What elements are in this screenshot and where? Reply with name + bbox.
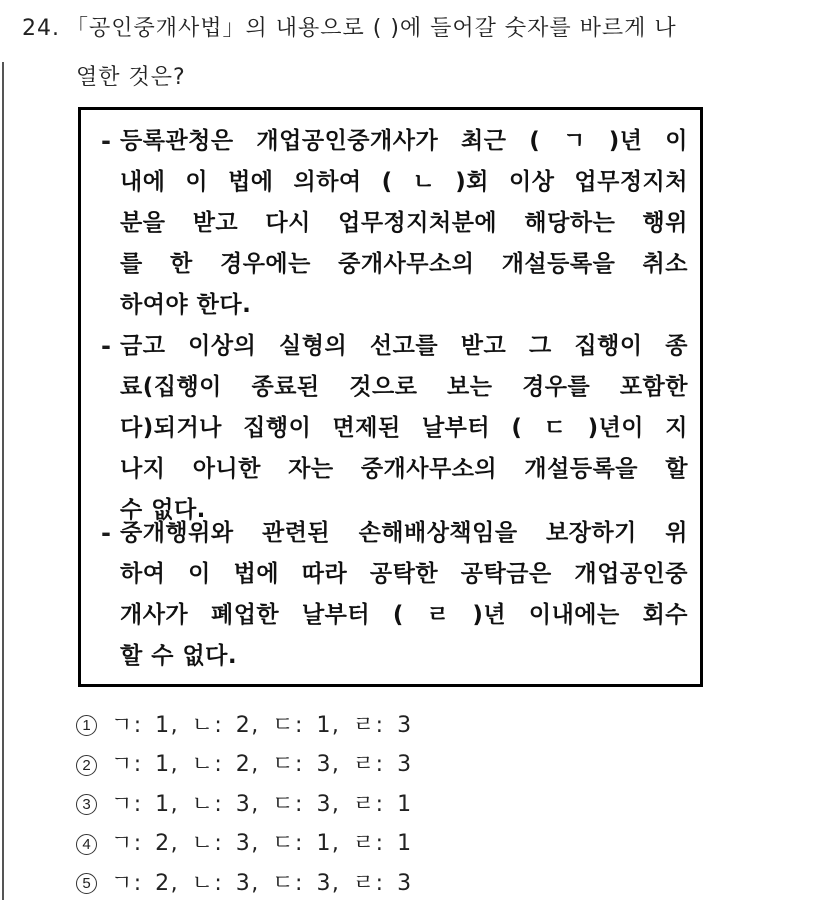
passage-line: 내에 이 법에 의하여 ( ㄴ )회 이상 업무정지처 xyxy=(120,169,688,195)
bullet-dash: - xyxy=(101,519,111,547)
answer-choice-1[interactable] xyxy=(76,706,413,746)
bullet-dash: - xyxy=(101,127,111,155)
choice-text: ㄱ: 1, ㄴ: 2, ㄷ: 1, ㄹ: 3 xyxy=(111,712,413,738)
answer-choices xyxy=(76,706,413,904)
answer-choice-5[interactable] xyxy=(76,864,413,904)
passage-line: 나지 아니한 자는 중개사무소의 개설등록을 할 xyxy=(120,456,688,482)
choice-number-marker: 2 xyxy=(76,755,97,776)
choice-number-marker: 5 xyxy=(76,873,97,894)
passage-line: 하여 이 법에 따라 공탁한 공탁금은 개업공인중 xyxy=(120,561,688,587)
passage-line: 다)되거나 집행이 면제된 날부터 ( ㄷ )년이 지 xyxy=(120,415,688,441)
passage-line: 하여야 한다. xyxy=(120,292,252,318)
choice-number-marker: 1 xyxy=(76,715,97,736)
answer-choice-4[interactable] xyxy=(76,825,413,865)
choice-text: ㄱ: 1, ㄴ: 2, ㄷ: 3, ㄹ: 3 xyxy=(111,752,413,778)
passage-box xyxy=(78,107,703,687)
passage-line: 수 없다. xyxy=(120,497,206,523)
choice-number-marker: 4 xyxy=(76,834,97,855)
question-stem-line-2: 열한 것은? xyxy=(76,65,186,90)
question-stem-line-1 xyxy=(22,14,677,44)
passage-line: 분을 받고 다시 업무정지처분에 해당하는 행위 xyxy=(120,210,688,236)
choice-text: ㄱ: 2, ㄴ: 3, ㄷ: 1, ㄹ: 1 xyxy=(111,831,413,857)
passage-line: 중개행위와 관련된 손해배상책임을 보장하기 위 xyxy=(120,520,688,546)
passage-line: 개사가 폐업한 날부터 ( ㄹ )년 이내에는 회수 xyxy=(120,602,688,628)
choice-text: ㄱ: 1, ㄴ: 3, ㄷ: 3, ㄹ: 1 xyxy=(111,791,413,817)
passage-line: 료(집행이 종료된 것으로 보는 경우를 포함한 xyxy=(120,374,688,400)
question-number: 24. xyxy=(22,16,60,41)
bullet-dash: - xyxy=(101,332,111,360)
question-stem-text-1: 「공인중개사법」의 내용으로 ( )에 들어갈 숫자를 바르게 나 xyxy=(66,16,677,41)
passage-line: 금고 이상의 실형의 선고를 받고 그 집행이 종 xyxy=(120,333,688,359)
passage-line: 등록관청은 개업공인중개사가 최근 ( ㄱ )년 이 xyxy=(120,128,688,154)
answer-choice-3[interactable] xyxy=(76,785,413,825)
answer-choice-2[interactable] xyxy=(76,746,413,786)
passage-line: 를 한 경우에는 중개사무소의 개설등록을 취소 xyxy=(120,251,688,277)
choice-number-marker: 3 xyxy=(76,794,97,815)
passage-line: 할 수 없다. xyxy=(120,643,238,669)
left-column-rule xyxy=(2,62,4,900)
choice-text: ㄱ: 2, ㄴ: 3, ㄷ: 3, ㄹ: 3 xyxy=(111,870,413,896)
